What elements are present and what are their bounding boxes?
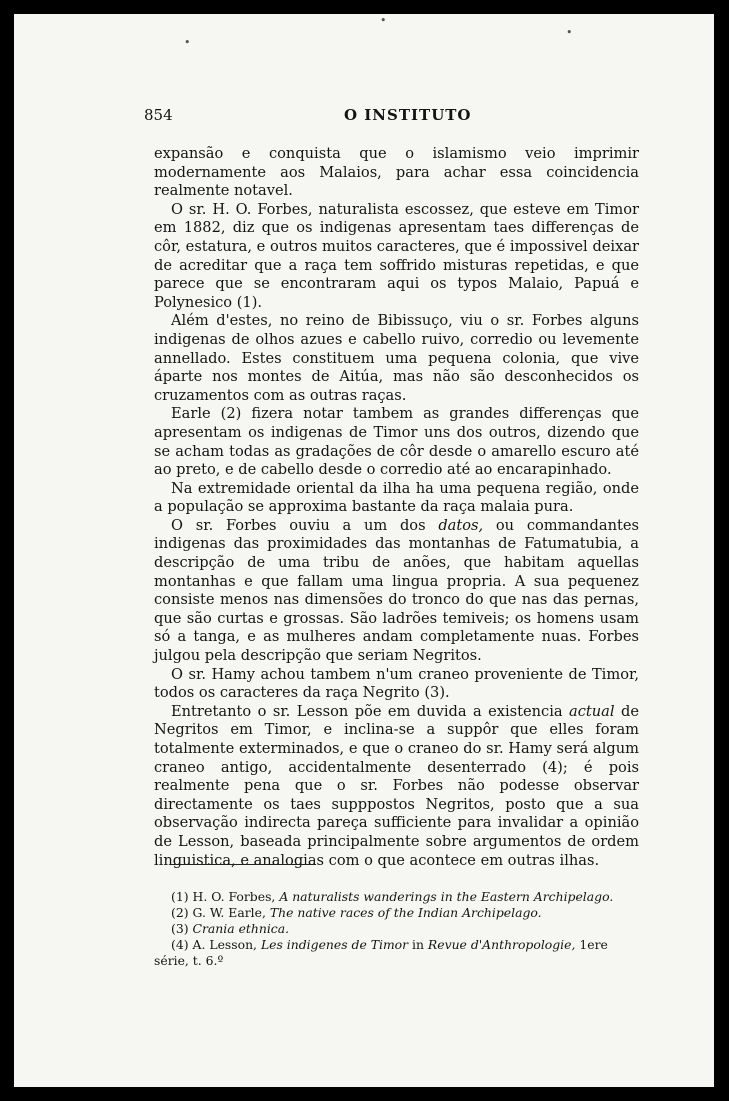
text-run: 1ere série, t. 6.º: [154, 937, 608, 968]
scan-speck: •: [380, 14, 387, 27]
footnote: [154, 921, 639, 937]
text-run: O sr. Forbes ouviu a um dos: [171, 516, 439, 534]
footnote-number: (1): [171, 889, 189, 904]
footnote-title: Les indigenes de Timor: [260, 937, 409, 952]
paragraph: Na extremidade oriental da ilha ha uma pequena região, onde a população se approxima bastante da raça malaia pura.: [154, 479, 639, 516]
paragraph: O sr. Hamy achou tambem n'um craneo proveniente de Timor, todos os caracteres da raça Negrito (3).: [154, 665, 639, 702]
scan-speck: •: [184, 36, 191, 49]
paragraph: expansão e conquista que o islamismo veio imprimir modernamente aos Malaios, para achar essa coincidencia realmente notavel.: [154, 145, 639, 200]
paragraph: [154, 703, 639, 870]
paragraph: Além d'estes, no reino de Bibissuço, viu o sr. Forbes alguns indigenas de olhos azues e cabello ruivo, corredio ou levemente annellado. Estes constituem uma pequena colonia, que vive áparte nos montes de Aitúa, mas não são desconhecidos os cruzamentos com as outras raças.: [154, 312, 639, 404]
footnote-number: (3): [171, 921, 189, 936]
footnote: [154, 905, 639, 921]
scanned-page: [14, 14, 714, 1087]
page-number: 854: [144, 106, 173, 124]
italic-term: actual: [569, 702, 615, 720]
text-run: ou commandantes indigenas das proximidades das montanhas de Fatumatubia, a descripção de uma tribu de anões, que habitam aquellas montanhas e que fallam uma lingua propria. A sua pequenez consiste menos nas dimensões do tronco do que nas das pernas, que são curtas e grossas. São ladrões temiveis; os homens usam só a tanga, e as mulheres andam completamente nuas. Forbes julgou pela descripção que seriam Negritos.: [154, 516, 639, 665]
text-run: in: [408, 937, 428, 952]
scan-speck: •: [566, 26, 573, 39]
paragraph: [154, 517, 639, 666]
footnote-author: H. O. Forbes,: [192, 889, 280, 904]
footnote-number: (2): [171, 905, 189, 920]
text-run: Entretanto o sr. Lesson põe em duvida a existencia: [171, 702, 570, 720]
footnote-number: (4): [171, 937, 189, 952]
footnote-title: A naturalists wanderings in the Eastern Archipelago.: [279, 889, 614, 904]
footnote-title: Crania ethnica.: [192, 921, 290, 936]
running-header: [144, 106, 634, 126]
footnotes: [154, 889, 639, 969]
text-run: de Negritos em Timor, e inclina-se a suppôr que elles foram totalmente exterminados, e que o craneo do sr. Hamy será algum craneo antigo, accidentalmente desenterrado (4); é pois realmente pena que o sr. Forbes não podesse observar directamente os taes supppostos Negritos, posto que a sua observação indirecta pareça sufficiente para invalidar a opinião de Lesson, baseada principalmente sobre argumentos de ordem linguistica, e analogias com o que acontece em outras ilhas.: [154, 702, 639, 869]
italic-term: datos,: [438, 516, 484, 534]
paragraph: O sr. H. O. Forbes, naturalista escossez, que esteve em Timor em 1882, diz que os indigenas apresentam taes differenças de côr, estatura, e outros muitos caracteres, que é impossivel deixar de acreditar que a raça tem soffrido misturas repetidas, e que parece que se encontraram aqui os typos Malaio, Papuá e Polynesico (1).: [154, 200, 639, 311]
footnote-rule: [170, 864, 316, 865]
paragraph: Earle (2) fizera notar tambem as grandes differenças que apresentam os indigenas de Timor uns dos outros, dizendo que se acham todas as gradações de côr desde o amarello escuro até ao preto, e de cabello desde o corredio até ao encarapinhado.: [154, 405, 639, 479]
footnote-author: G. W. Earle,: [192, 905, 270, 920]
footnote: [154, 937, 639, 969]
footnote: [154, 889, 639, 905]
journal-title: O INSTITUTO: [344, 106, 472, 124]
body-text: [154, 145, 639, 870]
footnote-title: The native races of the Indian Archipelago.: [269, 905, 542, 920]
footnote-journal: Revue d'Anthropologie,: [427, 937, 576, 952]
footnote-author: A. Lesson,: [192, 937, 261, 952]
